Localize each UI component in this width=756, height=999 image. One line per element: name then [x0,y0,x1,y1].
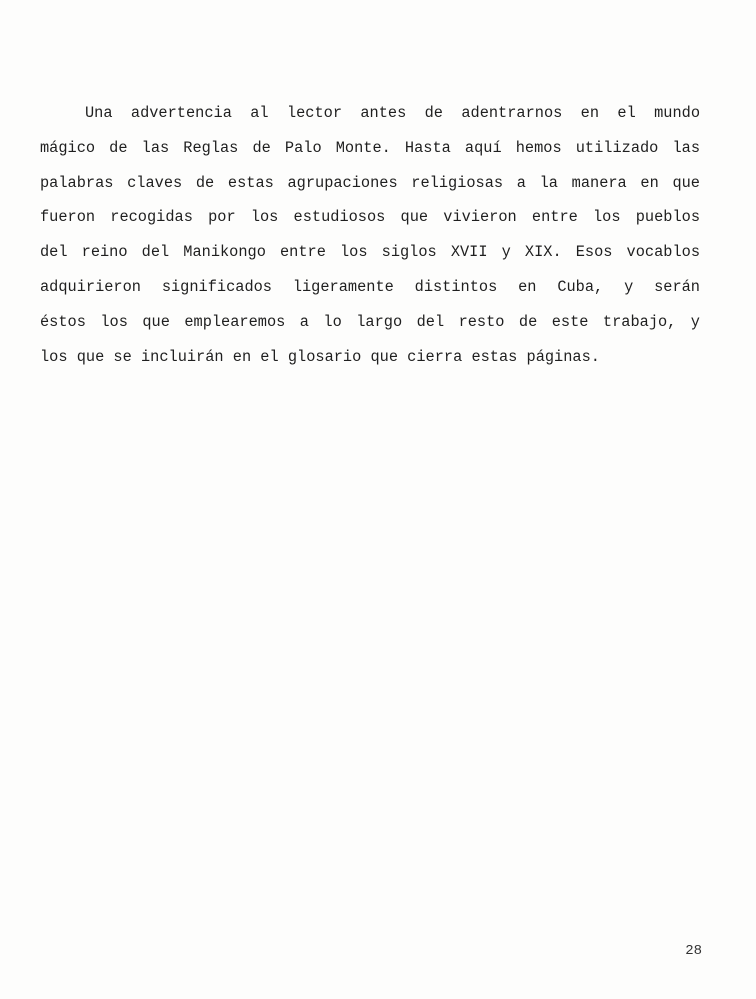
body-paragraph [40,96,700,374]
paragraph-line: los que se incluirán en el glosario que cierra estas páginas. [40,347,600,366]
page-number: 28 [685,943,702,959]
paragraph-line: éstos los que emplearemos a lo largo del resto de este trabajo, y [40,312,700,331]
paragraph-line: Una advertencia al lector antes de adentrarnos en el mundo [85,104,700,122]
paragraph-line: del reino del Manikongo entre los siglos XVII y XIX. Esos vocablos [40,243,700,262]
paragraph-line: fueron recogidas por los estudiosos que vivieron entre los pueblos [40,208,700,227]
paragraph-line: palabras claves de estas agrupaciones religiosas a la manera en que [40,173,700,192]
paragraph-line: mágico de las Reglas de Palo Monte. Hasta aquí hemos utilizado las [40,138,700,157]
paragraph-line: adquirieron significados ligeramente distintos en Cuba, y serán [40,277,700,296]
